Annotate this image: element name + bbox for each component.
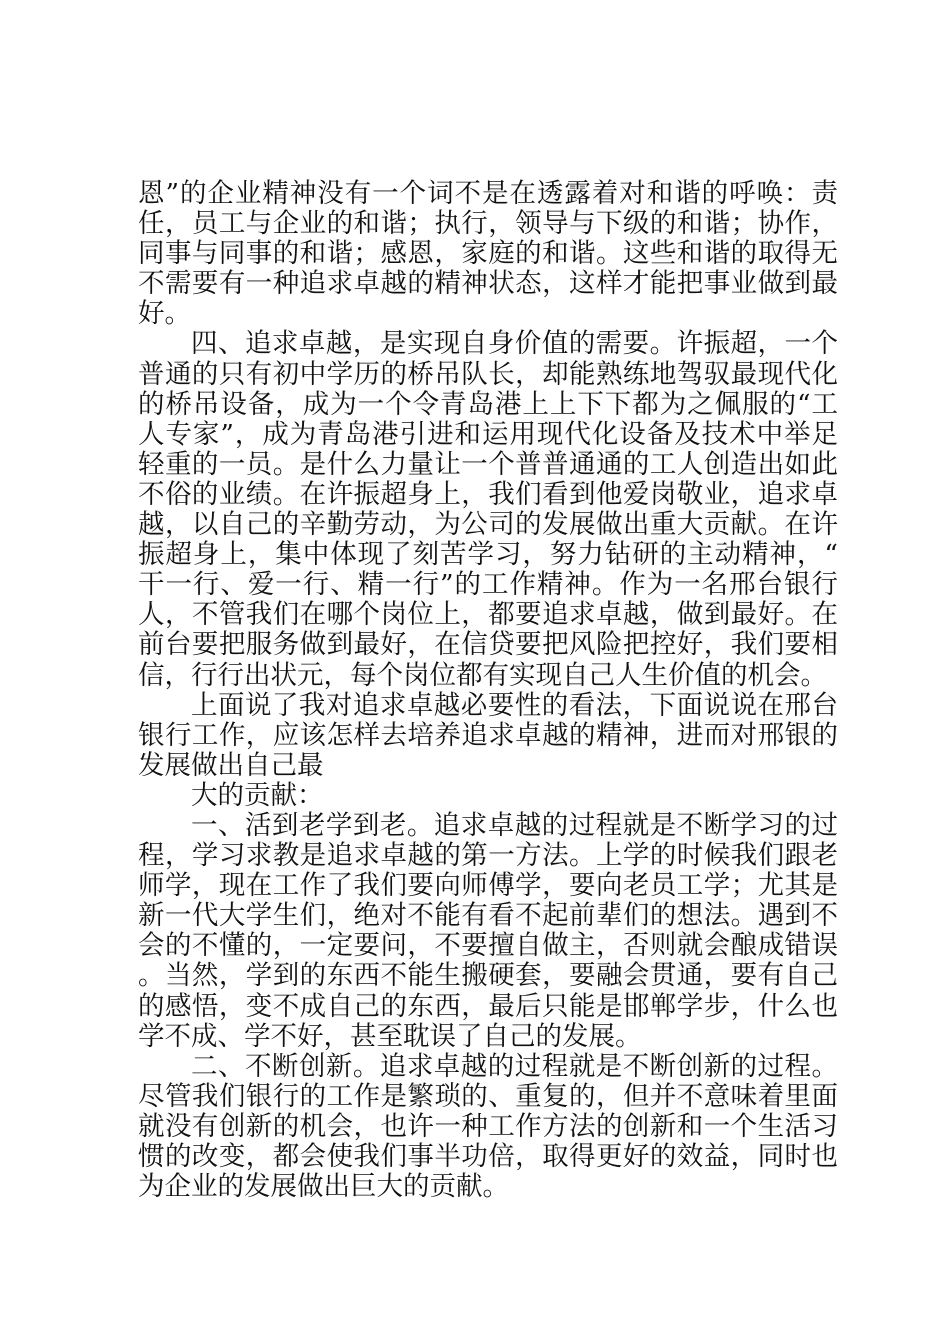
paragraph-point-two: 二、不断创新。追求卓越的过程就是不断创新的过程。尽管我们银行的工作是繁琐的、重复的，但并不意味着里面就没有创新的机会，也许一种工作方法的创新和一个生活习惯的改变，都会使我们事半功倍，取得更好的效益，同时也为企业的发展做出巨大的贡献。 [138,1050,838,1203]
document-body [138,179,838,1202]
paragraph-transition-end: 大的贡献： [191,779,324,811]
paragraph-point-one: 一、活到老学到老。追求卓越的过程就是不断学习的过程，学习求教是追求卓越的第一方法。上学的时候我们跟老师学，现在工作了我们要向师傅学，要向老员工学；尤其是新一代大学生们，绝对不能有看不起前辈们的想法。遇到不会的不懂的，一定要问，不要擅自做主，否则就会酿成错误。当然，学到的东西不能生搬硬套，要融会贯通，要有自己的感悟，变不成自己的东西，最后只能是邯郸学步，什么也学不成、学不好，甚至耽误了自己的发展。 [138,809,838,1052]
paragraph-section-four: 四、追求卓越，是实现自身价值的需要。许振超，一个普通的只有初中学历的桥吊队长，却能熟练地驾驭最现代化的桥吊设备，成为一个令青岛港上上下下都为之佩服的“工人专家”，成为青岛港引进和运用现代化设备及技术中举足轻重的一员。是什么力量让一个普普通通的工人创造出如此不俗的业绩。在许振超身上，我们看到他爱岗敬业，追求卓越，以自己的辛勤劳动，为公司的发展做出重大贡献。在许振超身上，集中体现了刻苦学习，努力钻研的主动精神，“干一行、爱一行、精一行”的工作精神。作为一名邢台银行人，不管我们在哪个岗位上，都要追求卓越，做到最好。在前台要把服务做到最好，在信贷要把风险把控好，我们要相信，行行出状元，每个岗位都有实现自己人生价值的机会。 [138,328,838,691]
paragraph-continued: 恩”的企业精神没有一个词不是在透露着对和谐的呼唤：责任，员工与企业的和谐；执行，领导与下级的和谐；协作，同事与同事的和谐；感恩，家庭的和谐。这些和谐的取得无不需要有一种追求卓越的精神状态，这样才能把事业做到最好。 [138,178,838,330]
paragraph-transition: 上面说了我对追求卓越必要性的看法，下面说说在邢台银行工作，应该怎样去培养追求卓越的精神，进而对邢银的发展做出自己最 [138,689,838,781]
